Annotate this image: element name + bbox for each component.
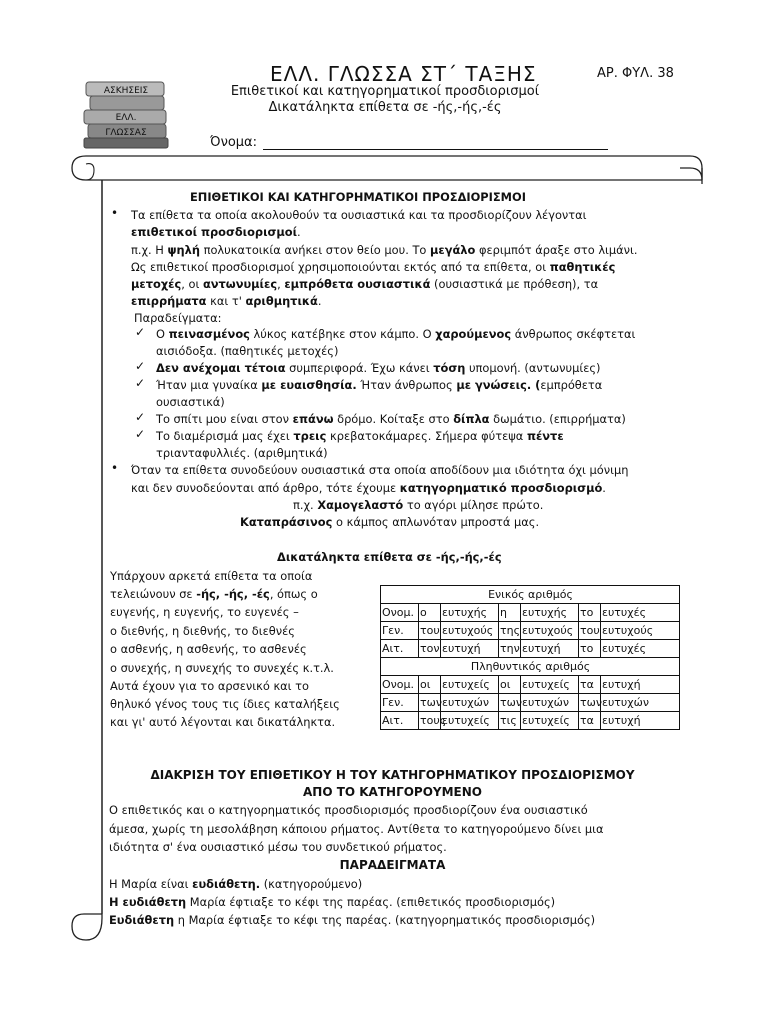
table-cell: των (499, 694, 521, 712)
s3-example-2: Η ευδιάθετη Μαρία έφτιαξε το κέφι της παρέας. (επιθετικός προσδιορισμός) (109, 895, 556, 909)
s3-examples-heading: ΠΑΡΑΔΕΙΓΜΑΤΑ (339, 858, 446, 872)
table-cell: το (579, 604, 601, 622)
table-header-cell: Πληθυντικός αριθμός (381, 658, 680, 676)
table-header-cell: Ενικός αριθμός (381, 586, 680, 604)
example-2: Δεν ανέχομαι τέτοια συμπεριφορά. Έχω κάνει τόση υπομονή. (αντωνυμίες) (156, 361, 601, 375)
table-cell: η (499, 604, 521, 622)
example-4: Το σπίτι μου είναι στον επάνω δρόμο. Κοίταξε στο δίπλα δωμάτιο. (επιρρήματα) (156, 412, 626, 426)
table-cell: ευτυχείς (441, 676, 499, 694)
check-icon: ✓ (135, 325, 146, 339)
table-cell: ευτυχούς (521, 622, 579, 640)
table-cell: του (579, 622, 601, 640)
table-header-row (381, 586, 680, 604)
logo-line2: ΕΛΛ. (115, 113, 137, 123)
section1-heading: ΕΠΙΘΕΤΙΚΟΙ ΚΑΙ ΚΑΤΗΓΟΡΗΜΑΤΙΚΟΙ ΠΡΟΣΔΙΟΡΙΣΜΟΙ (190, 190, 526, 204)
table-cell: τα (579, 676, 601, 694)
table-row (381, 676, 680, 694)
table-cell: Ονομ. (381, 604, 419, 622)
subtitle-2: Δικατάληκτα επίθετα σε -ής,-ής,-ές (268, 100, 502, 115)
table-cell: τις (499, 712, 521, 730)
table-cell: ευτυχής (521, 604, 579, 622)
table-cell: Γεν. (381, 694, 419, 712)
s2-text-6: ο συνεχής, η συνεχής το συνεχές κ.τ.λ. (110, 661, 334, 675)
table-cell: ευτυχείς (521, 676, 579, 694)
s1-para2-ex2: Καταπράσινος ο κάμπος απλωνόταν μπροστά μας. (240, 515, 540, 529)
s3-example-3: Ευδιάθετη η Μαρία έφτιαξε το κέφι της παρέας. (κατηγορηματικός προσδιορισμός) (109, 913, 596, 927)
table-cell: ευτυχή (601, 676, 680, 694)
s3-example-1: Η Μαρία είναι ευδιάθετη. (κατηγορούμενο) (109, 877, 363, 891)
subtitle-1: Επιθετικοί και κατηγορηματικοί προσδιορισμοί (230, 84, 540, 99)
table-cell: των (419, 694, 441, 712)
books-logo (80, 78, 176, 150)
table-row (381, 604, 680, 622)
example-1: Ο πεινασμένος λύκος κατέβηκε στον κάμπο. Ο χαρούμενος άνθρωπος σκέφτεται (156, 327, 636, 341)
page-title: ΕΛΛ. ΓΛΩΣΣΑ ΣΤ΄ ΤΑΞΗΣ (270, 62, 537, 86)
example-5-cont: τριανταφυλλιές. (αριθμητικά) (156, 446, 328, 460)
s1-para2-ex1: π.χ. Χαμογελαστό το αγόρι μίλησε πρώτο. (293, 498, 544, 512)
table-row (381, 694, 680, 712)
s2-text-1: Υπάρχουν αρκετά επίθετα τα οποία (110, 569, 313, 583)
table-cell: Ονομ. (381, 676, 419, 694)
section3-heading-1: ΔΙΑΚΡΙΣΗ ΤΟΥ ΕΠΙΘΕΤΙΚΟΥ Η ΤΟΥ ΚΑΤΗΓΟΡΗΜΑΤΙΚΟΥ ΠΡΟΣΔΙΟΡΙΣΜΟΥ (150, 768, 635, 782)
table-cell: ευτυχής (441, 604, 499, 622)
table-cell: ο (419, 604, 441, 622)
table-cell: του (419, 622, 441, 640)
table-cell: το (579, 640, 601, 658)
table-cell: ευτυχών (441, 694, 499, 712)
check-icon: ✓ (135, 427, 146, 441)
example-1-cont: αισιόδοξα. (παθητικές μετοχές) (156, 344, 339, 358)
table-row (381, 640, 680, 658)
s2-text-3: ευγενής, η ευγενής, το ευγενές – (110, 605, 299, 619)
logo-line3: ΓΛΩΣΣΑΣ (105, 128, 147, 138)
table-header-row (381, 658, 680, 676)
s1-line3: π.χ. Η ψηλή πολυκατοικία ανήκει στον θείο μου. Το μεγάλο φεριμπότ άραξε στο λιμάνι. (131, 243, 638, 257)
s3-para-3: ιδιότητα σ' ένα ουσιαστικό μέσω του συνδετικού ρήματος. (109, 840, 447, 854)
table-cell: Γεν. (381, 622, 419, 640)
table-row (381, 712, 680, 730)
s1-examples-label: Παραδείγματα: (134, 311, 222, 325)
table-cell: τα (579, 712, 601, 730)
section3-heading-2: ΑΠΟ ΤΟ ΚΑΤΗΓΟΡΟΥΜΕΝΟ (302, 785, 482, 799)
s2-text-8: θηλυκό γένος τους τις ίδιες καταλήξεις (110, 697, 340, 711)
example-3-cont: ουσιαστικά) (156, 395, 225, 409)
check-icon: ✓ (135, 376, 146, 390)
logo-line1: ΑΣΚΗΣΕΙΣ (103, 86, 149, 96)
table-cell: ευτυχές (601, 640, 680, 658)
table-cell: ευτυχές (601, 604, 680, 622)
table-cell: Αιτ. (381, 712, 419, 730)
table-cell: οι (419, 676, 441, 694)
s2-text-5: ο ασθενής, η ασθενής, το ασθενές (110, 642, 307, 656)
bullet-icon: • (111, 206, 119, 220)
example-3: Ήταν μια γυναίκα με ευαισθησία. Ήταν άνθρωπος με γνώσεις. (εμπρόθετα (156, 378, 603, 392)
table-cell: ευτυχών (601, 694, 680, 712)
table-cell: ευτυχή (521, 640, 579, 658)
s1-line2: επιθετικοί προσδιορισμοί. (131, 225, 301, 239)
table-cell: Αιτ. (381, 640, 419, 658)
s1-line4: Ως επιθετικοί προσδιορισμοί χρησιμοποιούνται εκτός από τα επίθετα, οι παθητικές (131, 260, 616, 274)
declension-table (380, 585, 680, 730)
check-icon: ✓ (135, 410, 146, 424)
name-label: Όνομα: (210, 135, 257, 150)
table-cell: τους (419, 712, 441, 730)
s3-para-1: Ο επιθετικός και ο κατηγορηματικός προσδιορισμός προσδιορίζουν ένα ουσιαστικό (109, 803, 588, 817)
bullet-icon: • (111, 461, 119, 475)
table-cell: ευτυχούς (441, 622, 499, 640)
s1-line1: Τα επίθετα τα οποία ακολουθούν τα ουσιαστικά και τα προσδιορίζουν λέγονται (131, 208, 587, 222)
sheet-number: ΑΡ. ΦΥΛ. 38 (597, 66, 674, 81)
s2-text-9: και γι' αυτό λέγονται και δικατάληκτα. (110, 715, 336, 729)
example-5: Το διαμέρισμά μας έχει τρεις κρεβατοκάμαρες. Σήμερα φύτεψα πέντε (156, 429, 564, 443)
s1-line6: επιρρήματα και τ' αριθμητικά. (131, 294, 322, 308)
s1-para2-line1: Όταν τα επίθετα συνοδεύουν ουσιαστικά στα οποία αποδίδουν μια ιδιότητα όχι μόνιμη (131, 463, 629, 477)
table-cell: την (499, 640, 521, 658)
table-cell: της (499, 622, 521, 640)
table-cell: ευτυχή (441, 640, 499, 658)
table-cell: ευτυχούς (601, 622, 680, 640)
table-cell: οι (499, 676, 521, 694)
s3-para-2: άμεσα, χωρίς τη μεσολάβηση κάποιου ρήματος. Αντίθετα το κατηγορούμενο δίνει μια (109, 822, 604, 836)
s1-para2-line2: και δεν συνοδεύονται από άρθρο, τότε έχουμε κατηγορηματικό προσδιορισμό. (131, 481, 606, 495)
s2-text-2: τελειώνουν σε -ής, -ής, -ές, όπως ο (110, 587, 318, 601)
table-cell: ευτυχείς (441, 712, 499, 730)
table-row (381, 622, 680, 640)
s2-text-7: Αυτά έχουν για το αρσενικό και το (110, 679, 309, 693)
table-cell: ευτυχή (601, 712, 680, 730)
s2-text-4: ο διεθνής, η διεθνής, το διεθνές (110, 624, 295, 638)
check-icon: ✓ (135, 359, 146, 373)
table-cell: των (579, 694, 601, 712)
table-cell: ευτυχών (521, 694, 579, 712)
table-cell: τον (419, 640, 441, 658)
table-cell: ευτυχείς (521, 712, 579, 730)
section2-heading: Δικατάληκτα επίθετα σε -ής,-ής,-ές (277, 550, 502, 564)
s1-line5: μετοχές, οι αντωνυμίες, εμπρόθετα ουσιαστικά (ουσιαστικά με πρόθεση), τα (131, 277, 599, 291)
